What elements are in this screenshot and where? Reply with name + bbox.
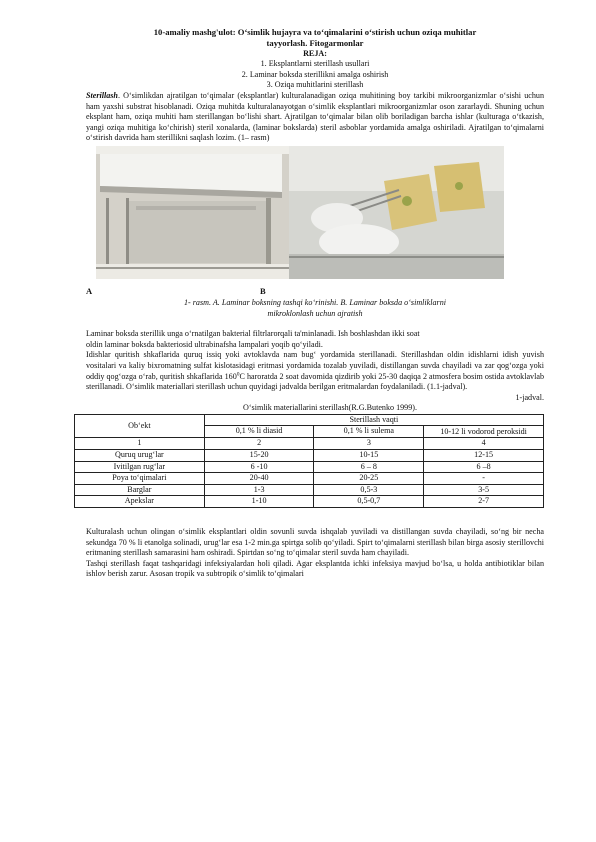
table-row <box>75 450 544 462</box>
table-cell: 15-20 <box>204 450 314 462</box>
figure-caption-line-1: 1- rasm. A. Laminar boksning tashqi ko‘rinishi. B. Laminar boksda o‘simliklarni <box>183 297 446 307</box>
subheader-peroxide: 10-12 li vodorod peroksidi <box>424 426 544 438</box>
table-cell: Poya to‘qimalari <box>75 473 205 485</box>
glassware-text-1: Idishlar quritish shkaflarida quruq issiq yoki avtoklavda nam bug‘ yordamida sterillanadi. Sterillashdan oldin idishlarni idish yuvish vositalari va kaliy bixromatning sulfat kislotasidagi eritmasi yordamida tozalab yuviladi, distillangan suvda chayiladi va zar qog‘ozga yoki oddiy qog‘ozga o‘rab, quritish shkaflarida 160 <box>86 350 544 381</box>
intro-term: Sterillash <box>86 90 118 100</box>
figure-label-b: B <box>260 285 266 296</box>
plan-item-1: 1. Eksplantlarni sterillash usullari <box>260 59 370 69</box>
infection-paragraph: Tashqi sterillash faqat tashqaridagi infeksiyalardan holi qiladi. Agar eksplantda ichki infeksiya mavjud bo‘lsa, u holda antibiotiklar bilan ishlov berish zarur. Asosan tropik va subtropik o‘simlik to‘qimalari <box>86 558 544 579</box>
table-cell: 6 – 8 <box>314 461 424 473</box>
subheader-sulema: 0,1 % li sulema <box>314 426 424 438</box>
table-cell: - <box>424 473 544 485</box>
plan-item-2: 2. Laminar boksda sterillikni amalga oshirish <box>241 69 389 79</box>
table-row <box>75 496 544 508</box>
table-cell: 20-40 <box>204 473 314 485</box>
laminar-paragraph <box>86 329 544 350</box>
plan-item-3: 3. Oziqa muhitlarini sterillash <box>266 80 364 90</box>
document-title <box>86 27 544 49</box>
table-cell: 1-3 <box>204 484 314 496</box>
figure-label-a: A <box>86 285 93 296</box>
subheader-diacid: 0,1 % li diasid <box>204 426 314 438</box>
intro-text: . O‘simlikdan ajratilgan to‘qimalar (eksplantlar) kulturalanadigan oziqa muhitining boy tarkibi mikroorganizmlar o‘sishi uchun ham yaxshi substrat hisoblanadi. Oziqa muhitda kulturalanayotgan o‘simlik eksplantlari mikroorganizmlar oson zararlaydi. Shuning uchun eksplant ham, oziqa muhiti ham sterillangan bo‘lishi shart. Ajratilgan to‘qimalar bilan olib boriladigan barcha ishlar (kulturaga o‘tkazish, yangi oziqa muhitiga ko‘chirish) steril xonalarda, (laminar bokslarda) steril asboblar yordamida amalga oshiriladi. Ajratilgan to‘qimalarni o‘stirish davrida ham sterillikni saqlash lozim. (1– rasm) <box>86 90 544 143</box>
table-cell: Barglar <box>75 484 205 496</box>
table-cell: Ivitilgan rug‘lar <box>75 461 205 473</box>
glassware-text-2: C haroratda 2 soat davomida qizdirib yoki 25-30 daqiqa 2 atmosfera bosim ostida avtoklavlab sterillanadi. O‘simlik materiallari sterillash uchun quyidagi jadvalda berilgan eritmalardan foydalaniladi. (1.1-jadval). <box>86 371 544 392</box>
table-row <box>75 484 544 496</box>
table-cell: 3-5 <box>424 484 544 496</box>
table-index-row <box>75 438 544 450</box>
glassware-paragraph <box>86 350 544 392</box>
table-cell: 1 <box>75 438 205 450</box>
table-cell: 4 <box>424 438 544 450</box>
table-cell: 0,5-3 <box>314 484 424 496</box>
plan-list <box>86 59 544 91</box>
table-cell: 10-15 <box>314 450 424 462</box>
table-cell: 3 <box>314 438 424 450</box>
figure-caption <box>86 298 544 319</box>
table-cell: 1-10 <box>204 496 314 508</box>
table-cell: 0,5-0,7 <box>314 496 424 508</box>
table-row <box>75 461 544 473</box>
table-number: 1-jadval. <box>515 392 544 402</box>
table-title: O‘simlik materiallarini sterillash(R.G.Butenko 1999). <box>243 403 417 413</box>
plan-heading: REJA: <box>303 48 327 58</box>
table-cell: 2 <box>204 438 314 450</box>
laminar-paragraph-line-2: oldin laminar boksda bakteriosid ultrabinafsha lampalari yoqib qo‘yiladi. <box>86 339 323 349</box>
table-cell: 6 -10 <box>204 461 314 473</box>
figure-1 <box>86 146 504 296</box>
seeds-paragraph: Kulturalash uchun olingan o‘simlik eksplantlari oldin sovunli suvda ishqalab yuviladi va distillangan suvda chayiladi, so‘ng bir necha sekundga 70 % li etanolga solinadi, urug‘lar esa 1-2 min.ga spirtga solib qo‘yiladi. Spirt to‘qimalarni sterillash bilan birga asosiy sterillovchi eritmaning sterillash samarasini ham oshiradi. Spirtdan so‘ng to‘qimalar steril suvda ham chayiladi. <box>86 527 544 558</box>
table-cell: Quruq urug‘lar <box>75 450 205 462</box>
table-header-row <box>75 414 544 426</box>
degree-superscript: 0 <box>236 370 240 377</box>
title-line-1: 10-amaliy mashg'ulot: O‘simlik hujayra va to‘qimalarini o‘stirish uchun oziqa muhitlar <box>153 27 477 37</box>
figure-caption-line-2: mikroklonlash uchun ajratish <box>267 308 363 318</box>
table-cell: 2-7 <box>424 496 544 508</box>
micropropagation-photo <box>289 146 504 279</box>
table-cell: 12-15 <box>424 450 544 462</box>
intro-paragraph <box>86 91 544 144</box>
table-cell: Apekslar <box>75 496 205 508</box>
header-sterilization-time: Sterillash vaqti <box>204 414 543 426</box>
title-line-2: tayyorlash. Fitogarmonlar <box>266 37 364 48</box>
table-cell: 6 –8 <box>424 461 544 473</box>
laminar-box-photo <box>96 146 289 279</box>
laminar-paragraph-line-1: Laminar boksda sterillik unga o‘rnatilgan bakterial filtrlarorqali ta'minlanadi. Ish boshlashdan ikki soat <box>86 329 420 339</box>
table-cell: 20-25 <box>314 473 424 485</box>
table-row <box>75 473 544 485</box>
sterilization-table <box>74 414 544 508</box>
header-object: Ob‘ekt <box>75 414 205 438</box>
